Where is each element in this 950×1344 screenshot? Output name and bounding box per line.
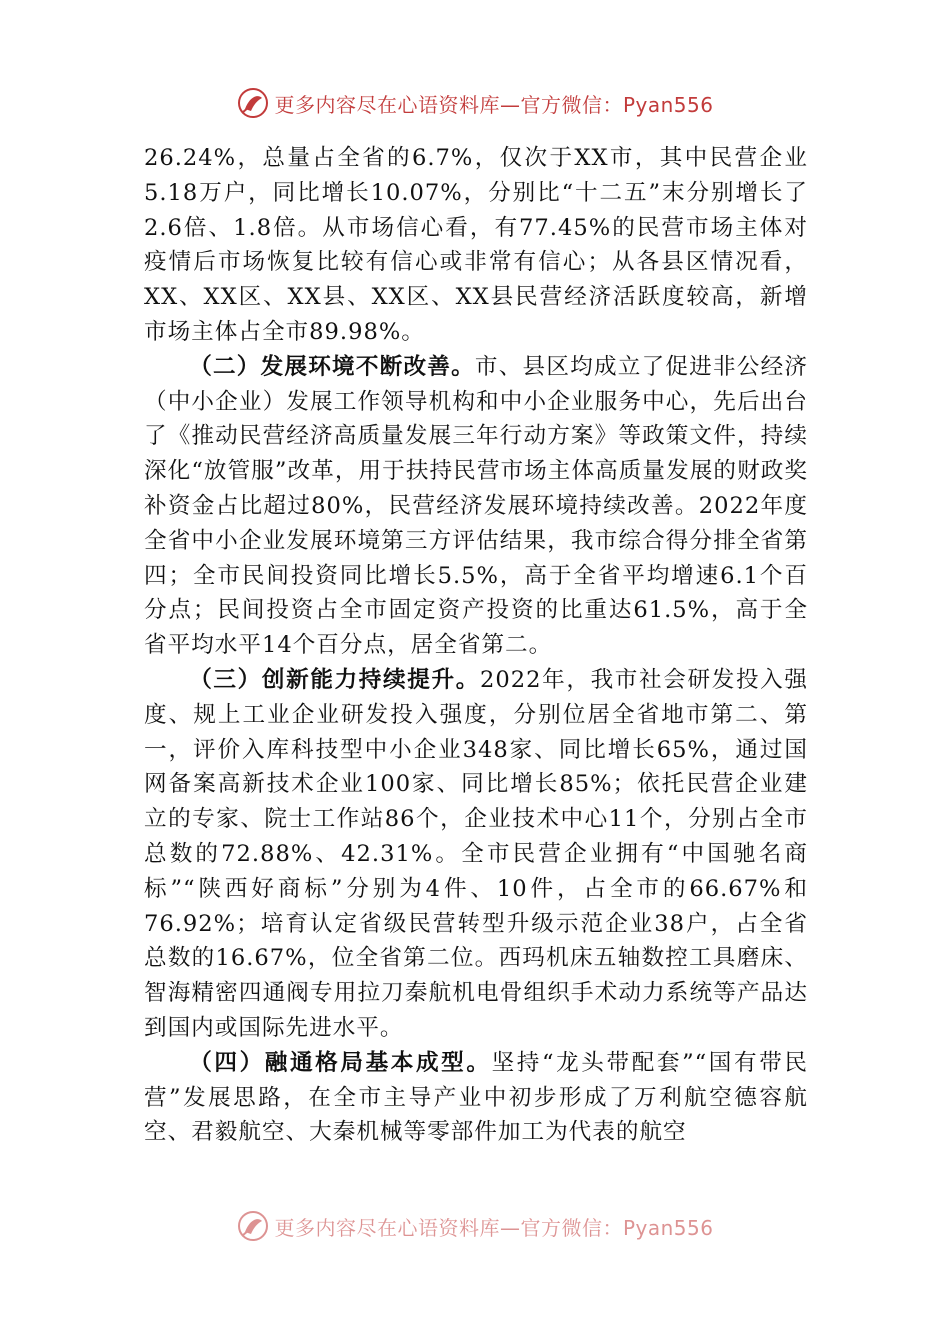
paragraph-1-text: 26.24%，总量占全省的6.7%，仅次于XX市，其中民营企业5.18万户，同比增长10.07%，分别比“十二五”末分别增长了2.6倍、1.8倍。从市场信心看，有77.45%的民营市场主体对疫情后市场恢复比较有信心或非常有信心；从各县区情况看，XX、XX区、XX县、XX区、XX县民营经济活跃度较高，新增市场主体占全市89.98%。 (144, 145, 808, 345)
paragraph-1 (144, 141, 808, 350)
paragraph-2 (144, 350, 808, 663)
paragraph-3 (144, 663, 808, 1046)
document-body (144, 141, 808, 1150)
section-heading-3: （三）创新能力持续提升。 (189, 666, 480, 693)
section-heading-2: （二）发展环境不断改善。 (189, 353, 475, 380)
watermark-header (0, 83, 950, 123)
section-heading-4: （四）融通格局基本成型。 (189, 1049, 492, 1076)
watermark-logo-icon (236, 86, 270, 120)
watermark-text: 更多内容尽在心语资料库—官方微信：Pyan556 (274, 92, 714, 117)
paragraph-4-text: 坚持“龙头带配套”“国有带民营”发展思路，在全市主导产业中初步形成了万利航空德容航空、君毅航空、大秦机械等零部件加工为代表的航空 (144, 1049, 808, 1146)
paragraph-2-text: 市、县区均成立了促进非公经济（中小企业）发展工作领导机构和中小企业服务中心，先后出台了《推动民营经济高质量发展三年行动方案》等政策文件，持续深化“放管服”改革，用于扶持民营市场主体高质量发展的财政奖补资金占比超过80%，民营经济发展环境持续改善。2022年度全省中小企业发展环境第三方评估结果，我市综合得分排全省第四；全市民间投资同比增长5.5%，高于全省平均增速6.1个百分点；民间投资占全市固定资产投资的比重达61.5%，高于全省平均水平14个百分点，居全省第二。 (144, 353, 809, 659)
watermark-logo-icon (236, 1209, 270, 1243)
paragraph-4 (144, 1046, 808, 1150)
paragraph-3-text: 2022年，我市社会研发投入强度、规上工业企业研发投入强度，分别位居全省地市第二、第一，评价入库科技型中小企业348家、同比增长65%，通过国网备案高新技术企业100家、同比增长85%；依托民营企业建立的专家、院士工作站86个，企业技术中心11个，分别占全市总数的72.88%、42.31%。全市民营企业拥有“中国驰名商标”“陕西好商标”分别为4件、10件，占全市的66.67%和76.92%；培育认定省级民营转型升级示范企业38户，占全省总数的16.67%，位全省第二位。西玛机床五轴数控工具磨床、智海精密四通阀专用拉刀秦航机电骨组织手术动力系统等产品达到国内或国际先进水平。 (144, 666, 809, 1041)
watermark-footer (0, 1206, 950, 1246)
watermark-text: 更多内容尽在心语资料库—官方微信：Pyan556 (274, 1215, 714, 1240)
